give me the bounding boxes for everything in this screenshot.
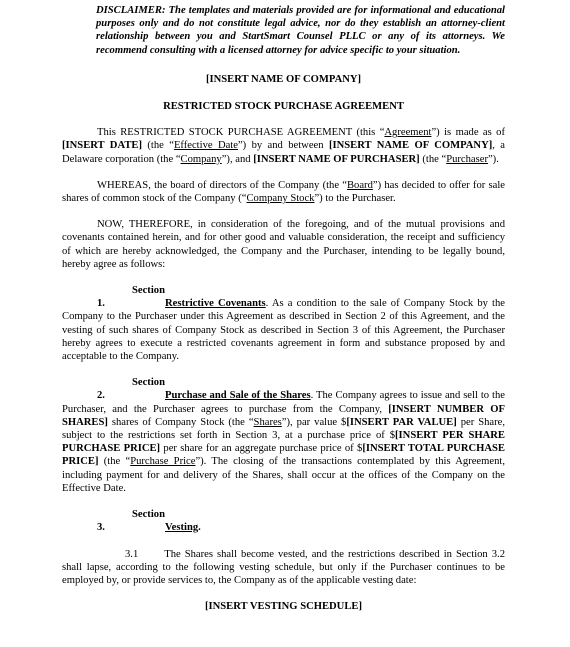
par-value-placeholder: [INSERT PAR VALUE] xyxy=(346,416,457,428)
intro-text: (the “ xyxy=(419,153,447,165)
intro-text: ”). xyxy=(487,153,499,165)
effective-date-term: Effective Date xyxy=(173,140,238,152)
shares-term: Shares xyxy=(253,416,282,428)
section-text: per Share, subject to the restrictions set forth in Section 3, at a purchase price of $ xyxy=(62,416,505,442)
section-heading: Restrictive Covenants xyxy=(165,298,266,310)
section-text: per share for an aggregate purchase price of $ xyxy=(160,443,363,455)
intro-text: ”) is made as of xyxy=(431,127,505,139)
section-text: . The Company agrees to issue and sell to the Purchaser, and the Purchaser agrees to purchase from the Company, xyxy=(62,390,505,415)
section-text: . As a condition to the sale of Company Stock by the Company to the Purchaser under this Agreement as described in Section 2 of this Agreement, and the vesting of such shares of Company Stock as described in Section 3 of this Agreement, the Purchaser hereby agrees to execute a restricted covenants agreement in form and substance proposed by and acceptable to the Company. xyxy=(62,298,505,363)
section-2 xyxy=(62,376,505,495)
agreement-title: RESTRICTED STOCK PURCHASE AGREEMENT xyxy=(163,101,404,113)
whereas-text: WHEREAS, the board of directors of the Company (the “ xyxy=(97,179,347,191)
company-placeholder: [INSERT NAME OF COMPANY] xyxy=(328,140,493,152)
section-text: ”), par value $ xyxy=(281,416,347,428)
purchase-price-term: Purchase Price xyxy=(130,456,196,468)
intro-text: This RESTRICTED STOCK PURCHASE AGREEMENT (this “ xyxy=(97,127,385,139)
subsection-number: 3.1 xyxy=(125,548,139,560)
section-3-1 xyxy=(62,548,505,588)
intro-text: ”) by and between xyxy=(237,140,329,152)
section-number: Section 1. xyxy=(97,285,165,310)
per-share-price-placeholder: [INSERT PER SHARE PURCHASE PRICE] xyxy=(62,430,505,455)
board-term: Board xyxy=(346,179,373,191)
disclaimer-paragraph: DISCLAIMER: The templates and materials provided are for informational and educational purposes only and do not constitute legal advice, nor do they establish an attorney-client relationship between you and StartSmart Counsel PLLC or any of its attorneys. We recommend consulting with a licensed attorney for advice specific to your situation. xyxy=(96,5,505,56)
section-heading: Vesting xyxy=(165,522,199,534)
agreement-term: Agreement xyxy=(384,127,432,139)
number-of-shares-placeholder: [INSERT NUMBER OF SHARES] xyxy=(62,403,505,428)
total-price-placeholder: [INSERT TOTAL PURCHASE PRICE] xyxy=(62,443,505,468)
document-page xyxy=(62,4,505,613)
whereas-text: ”) to the Purchaser. xyxy=(314,193,396,205)
section-1 xyxy=(62,284,505,363)
section-heading: Purchase and Sale of the Shares xyxy=(165,390,311,402)
intro-text: , a Delaware corporation (the “ xyxy=(62,140,506,165)
company-stock-term: Company Stock xyxy=(246,193,315,205)
date-placeholder: [INSERT DATE] xyxy=(62,140,142,152)
purchaser-term: Purchaser xyxy=(446,153,488,165)
section-text: (the “ xyxy=(98,456,131,468)
section-number: Section 2. xyxy=(97,377,165,402)
company-name-placeholder: [INSERT NAME OF COMPANY] xyxy=(205,73,362,85)
whereas-text: ”) has decided to offer for sale shares of common stock of the Company (“ xyxy=(62,179,505,205)
section-text: ”). The closing of the transactions contemplated by this Agreement, including payment for and delivery of the Shares, shall occur at the offices of the Company on the Effective Date. xyxy=(62,456,505,494)
vesting-schedule-placeholder: [INSERT VESTING SCHEDULE] xyxy=(204,601,362,613)
section-text: shares of Company Stock (the “ xyxy=(107,416,254,428)
company-term: Company xyxy=(180,153,222,165)
intro-text: ”), and xyxy=(221,153,254,165)
section-3 xyxy=(62,508,505,534)
now-therefore-paragraph: NOW, THEREFORE, in consideration of the foregoing, and of the mutual provisions and covenants contained herein, and for other good and valuable consideration, the receipt and sufficiency of which are hereby acknowledged, the Company and the Purchaser, intending to be legally bound, hereby agree as follows: xyxy=(62,219,505,270)
intro-paragraph xyxy=(62,126,505,166)
section-number: Section 3. xyxy=(97,509,165,534)
subsection-text: The Shares shall become vested, and the restrictions described in Section 3.2 shall lapse, according to the following vesting schedule, but only if the Purchaser continues to be employed by, or provide services to, the Company as of the applicable vesting date: xyxy=(62,548,505,586)
section-heading-end: . xyxy=(198,522,201,534)
purchaser-placeholder: [INSERT NAME OF PURCHASER] xyxy=(253,153,420,165)
whereas-paragraph xyxy=(62,179,505,205)
intro-text: (the “ xyxy=(141,140,174,152)
